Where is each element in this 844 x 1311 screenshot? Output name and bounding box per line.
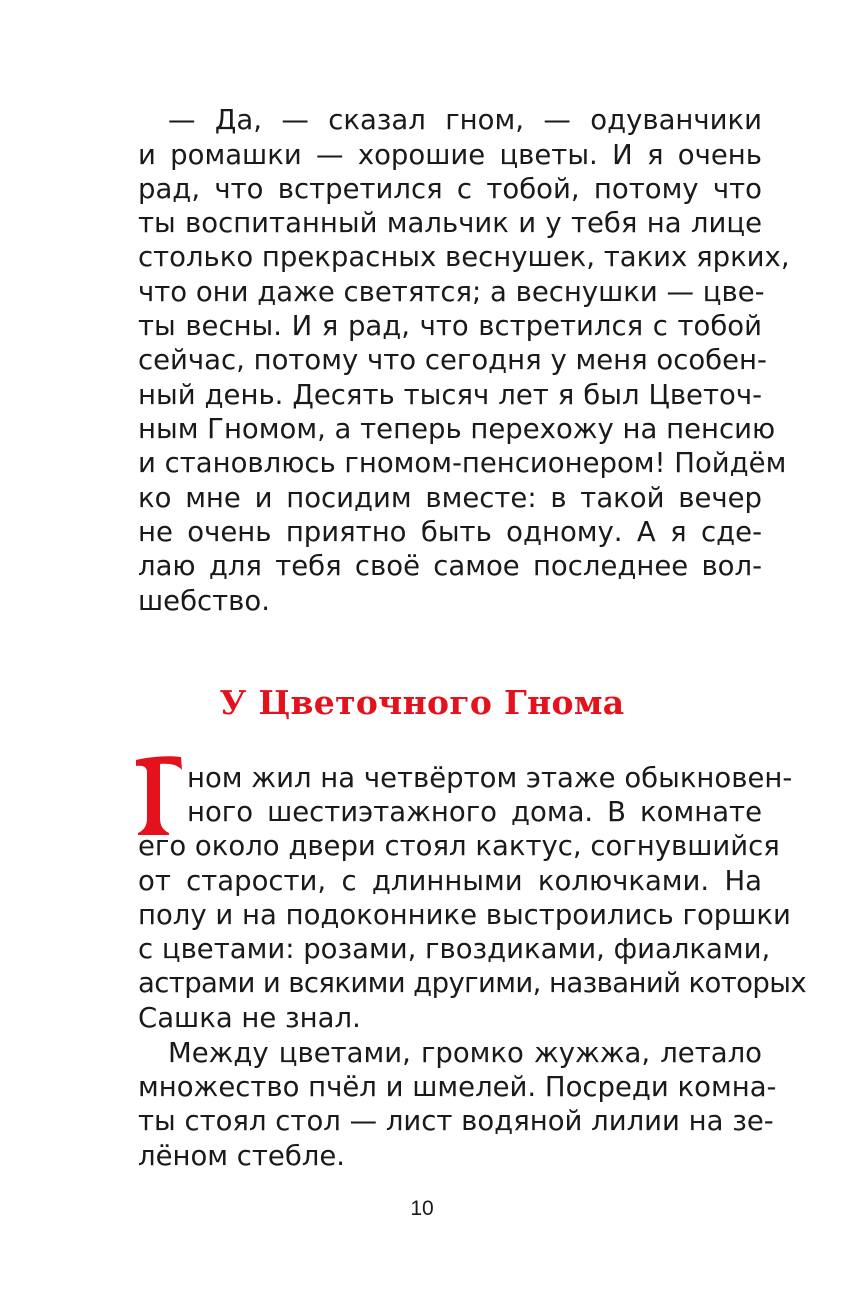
text-line: что они даже светятся; а веснушки — цве- — [138, 276, 765, 308]
text-line: астрами и всякими другими, названий которых — [138, 967, 807, 999]
text-line: не очень приятно быть одному. А я сде- — [138, 516, 762, 548]
text-line: от старости, с длинными колючками. На — [138, 865, 762, 897]
drop-cap-letter — [134, 754, 184, 836]
text-line: ным Гномом, а теперь перехожу на пенсию — [138, 413, 776, 445]
chapter-title: У Цветочного Гнома — [219, 683, 625, 722]
text-line: Между цветами, громко жужжа, летало — [168, 1037, 762, 1069]
text-line: его около двери стоял кактус, согнувшийся — [138, 830, 780, 862]
text-line: ты стоял стол — лист водяной лилии на зе- — [138, 1105, 774, 1137]
text-line: рад, что встретился с тобой, потому что — [138, 173, 762, 205]
text-line: множество пчёл и шмелей. Посреди комна- — [138, 1071, 777, 1103]
text-line: с цветами: розами, гвоздиками, фиалками, — [138, 933, 771, 965]
text-line: ты воспитанный мальчик и у тебя на лице — [138, 207, 762, 239]
text-line: полу и на подоконнике выстроились горшки — [138, 899, 791, 931]
text-line: лёном стебле. — [138, 1140, 346, 1172]
text-line: ном жил на четвёртом этаже обыкновен- — [187, 762, 793, 794]
text-line: и становлюсь гномом-пенсионером! Пойдём — [138, 447, 787, 479]
text-line: Сашка не знал. — [138, 1002, 361, 1034]
text-line: сейчас, потому что сегодня у меня особен- — [138, 344, 767, 376]
text-line: и ромашки — хорошие цветы. И я очень — [138, 139, 762, 171]
page-number: 10 — [410, 1197, 434, 1220]
text-line: ко мне и посидим вместе: в такой вечер — [138, 482, 762, 514]
text-line: ный день. Десять тысяч лет я был Цветоч- — [138, 379, 762, 411]
text-line: ты весны. И я рад, что встретился с тобой — [138, 310, 762, 342]
text-line: лаю для тебя своё самое последнее вол- — [138, 550, 762, 582]
text-line: ного шестиэтажного дома. В комнате — [187, 796, 762, 828]
text-line: шебство. — [138, 585, 270, 617]
text-line: — Да, — сказал гном, — одуванчики — [168, 104, 762, 136]
text-line: столько прекрасных веснушек, таких ярких, — [138, 241, 790, 273]
